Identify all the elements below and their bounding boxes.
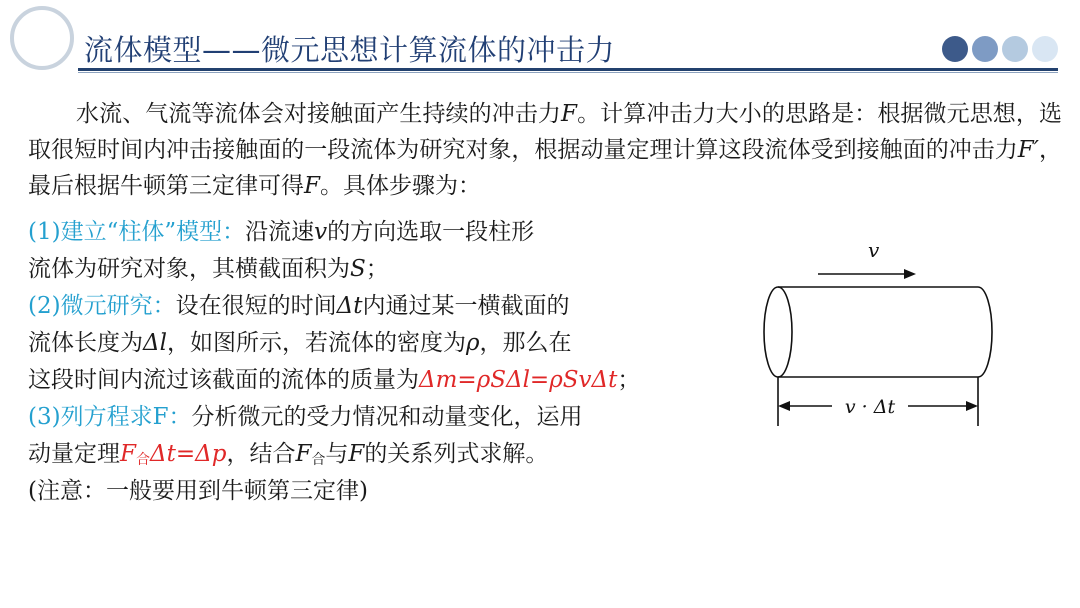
momentum-formula: $F_合\Delta t=\Delta p$: [120, 441, 227, 468]
intro-paragraph: 水流、气流等流体会对接触面产生持续的冲击力F。计算冲击力大小的思路是：根据微元思想，选取很短时间内冲击接触面的一段流体为研究对象，根据动量定理计算这段流体受到接触面的冲击力F′，最后根据牛顿第三定律可得F。具体步骤为：: [28, 101, 1063, 199]
step3-line2: 动量定理$F_合\Delta t=\Delta p$，结合$F_合$与F的关系列式求解。: [28, 441, 549, 468]
step2-line1: (2)微元研究：设在很短的时间Δt内通过某一横截面的: [28, 293, 570, 319]
step3-label: (3)列方程求F：: [28, 404, 192, 430]
steps-block: [28, 214, 678, 510]
step2-label: (2)微元研究：: [28, 293, 176, 319]
header-dot-4: [1032, 36, 1058, 62]
step1-line1: (1)建立“柱体”模型：沿流速v的方向选取一段柱形: [28, 219, 535, 245]
step2-line3: 这段时间内流过该截面的流体的质量为Δm=ρSΔl=ρSvΔt；: [28, 367, 641, 393]
step2-line2: 流体长度为Δl，如图所示，若流体的密度为ρ，那么在: [28, 330, 572, 356]
header-rule-thin: [78, 72, 1058, 73]
step1-label: (1)建立“柱体”模型：: [28, 219, 246, 245]
dim-arrow-left: [778, 401, 790, 411]
step1-line2: 流体为研究对象，其横截面积为S；: [28, 256, 389, 282]
velocity-label: v: [868, 238, 880, 262]
cylinder-figure: [740, 236, 1010, 436]
step3-line1: (3)列方程求F：分析微元的受力情况和动量变化，运用: [28, 404, 583, 430]
header-ring-mask: [20, 16, 66, 62]
header-dot-2: [972, 36, 998, 62]
header-dots: [942, 36, 1058, 62]
header-dot-1: [942, 36, 968, 62]
header-dot-3: [1002, 36, 1028, 62]
header-rule: [78, 68, 1058, 71]
dim-arrow-right: [966, 401, 978, 411]
cylinder-left-face: [764, 287, 792, 377]
slide-title: 流体模型——微元思想计算流体的冲击力: [84, 33, 616, 67]
cylinder-right-face: [978, 287, 992, 377]
note-line: (注意：一般要用到牛顿第三定律): [28, 478, 368, 504]
length-label: v · Δt: [844, 396, 896, 418]
mass-formula: Δm=ρSΔl=ρSvΔt: [419, 367, 618, 393]
velocity-arrow-head: [904, 269, 916, 279]
